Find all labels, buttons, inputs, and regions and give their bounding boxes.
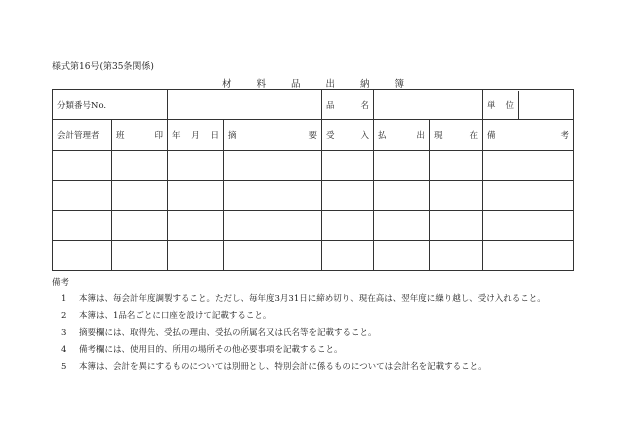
note-text: 備考欄には、使用目的、所用の場所その他必要事項を記載すること。 <box>79 345 343 355</box>
column-header-row <box>53 120 574 151</box>
note-number: 2 <box>61 311 67 321</box>
col-date: 年 月 日 <box>168 120 224 151</box>
note-text: 本簿は、会計を異にするものについては別冊とし、特別会計に係るものについては会計名を記載すること。 <box>79 362 487 372</box>
note-number: 5 <box>61 362 67 372</box>
cell[interactable] <box>53 241 112 271</box>
cell[interactable] <box>483 211 574 241</box>
cell[interactable] <box>224 181 322 211</box>
page-title: 材料品出納簿 <box>221 79 429 90</box>
col-manager: 会計管理者 <box>53 120 112 151</box>
cell[interactable] <box>322 181 374 211</box>
cell[interactable] <box>224 241 322 271</box>
table-row <box>53 241 574 271</box>
unit-label-2: 位 <box>505 100 515 111</box>
cell[interactable] <box>112 241 168 271</box>
cell[interactable] <box>168 211 224 241</box>
cell[interactable] <box>168 181 224 211</box>
classification-number-field[interactable] <box>168 90 322 120</box>
cell[interactable] <box>53 151 112 181</box>
col-receipt: 受 入 <box>322 120 374 151</box>
unit-field[interactable] <box>519 91 573 119</box>
notes-heading: 備考 <box>52 278 70 288</box>
cell[interactable] <box>112 181 168 211</box>
notes-section <box>52 276 546 373</box>
cell[interactable] <box>430 151 483 181</box>
table-row <box>53 181 574 211</box>
cell[interactable] <box>322 211 374 241</box>
col-stock: 現 在 <box>430 120 483 151</box>
cell[interactable] <box>374 181 430 211</box>
note-text: 本簿は、毎会計年度調製すること。ただし、毎年度3月31日に締め切り、現在高は、翌年度に繰り越し、受け入れること。 <box>79 294 546 304</box>
item-name-label-1: 品 <box>326 100 335 111</box>
form-number: 様式第16号(第35条関係) <box>52 62 154 72</box>
item-name-label-2: 名 <box>360 100 370 111</box>
cell[interactable] <box>430 181 483 211</box>
cell[interactable] <box>224 151 322 181</box>
cell[interactable] <box>322 241 374 271</box>
cell[interactable] <box>483 151 574 181</box>
note-text: 本簿は、1品名ごとに口座を設けて記載すること。 <box>79 311 272 321</box>
note-item <box>52 328 546 339</box>
header-info-row <box>53 90 574 120</box>
cell[interactable] <box>374 241 430 271</box>
note-number: 3 <box>61 328 67 338</box>
note-number: 4 <box>61 345 67 355</box>
cell[interactable] <box>53 211 112 241</box>
unit-cell[interactable] <box>483 90 574 120</box>
col-summary: 摘 要 <box>224 120 322 151</box>
cell[interactable] <box>430 241 483 271</box>
cell[interactable] <box>374 211 430 241</box>
cell[interactable] <box>430 211 483 241</box>
cell[interactable] <box>483 241 574 271</box>
cell[interactable] <box>224 211 322 241</box>
note-item <box>52 362 546 373</box>
note-item <box>52 311 546 322</box>
note-item <box>52 294 546 305</box>
ledger-table <box>52 89 574 271</box>
cell[interactable] <box>112 211 168 241</box>
cell[interactable] <box>168 151 224 181</box>
note-item <box>52 345 546 356</box>
cell[interactable] <box>322 151 374 181</box>
col-payment: 払 出 <box>374 120 430 151</box>
table-row <box>53 151 574 181</box>
cell[interactable] <box>374 151 430 181</box>
cell[interactable] <box>483 181 574 211</box>
cell[interactable] <box>53 181 112 211</box>
item-name-label <box>322 90 374 120</box>
cell[interactable] <box>112 151 168 181</box>
item-name-field[interactable] <box>374 90 483 120</box>
unit-label <box>483 91 519 119</box>
classification-number-label: 分類番号No. <box>53 90 168 120</box>
col-remarks: 備 考 <box>483 120 574 151</box>
cell[interactable] <box>168 241 224 271</box>
note-text: 摘要欄には、取得先、受払の理由、受払の所属名又は氏名等を記載すること。 <box>79 328 377 338</box>
note-number: 1 <box>61 294 67 304</box>
table-row <box>53 211 574 241</box>
unit-label-1: 単 <box>487 100 496 111</box>
col-squad: 班 印 <box>112 120 168 151</box>
